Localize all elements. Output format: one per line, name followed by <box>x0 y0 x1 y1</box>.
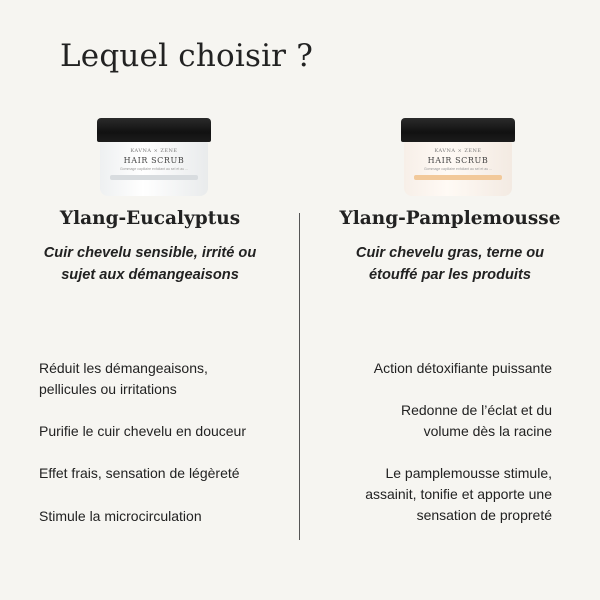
jar-body <box>100 142 208 196</box>
product-jar-image <box>97 118 211 198</box>
page-title: Lequel choisir ? <box>60 38 314 74</box>
benefit-item: Action détoxifiante puissante <box>373 360 552 376</box>
product-column-ylang-pamplemousse <box>300 0 600 600</box>
product-jar-image <box>401 118 515 198</box>
benefit-item: Effet frais, sensation de légèreté <box>39 465 240 481</box>
product-name: Ylang-Pamplemousse <box>339 208 561 229</box>
benefit-item: Le pamplemousse stimule, assainit, tonifie et apporte une sensation de propreté <box>365 465 552 523</box>
benefit-item: Purifie le cuir chevelu en douceur <box>39 423 247 439</box>
jar-small-text: Gommage capillaire exfoliant au sel et au ... <box>119 167 189 171</box>
jar-small-text: Gommage capillaire exfoliant au sel et au ... <box>423 167 493 171</box>
benefit-item: Stimule la microcirculation <box>39 508 202 524</box>
jar-lid <box>401 118 515 142</box>
jar-brand: KAVNA × ZENE <box>434 148 482 154</box>
product-tagline: Cuir chevelu gras, terne ou étouffé par les produits <box>355 245 545 283</box>
jar-label: HAIR SCRUB <box>427 156 489 165</box>
product-tagline: Cuir chevelu sensible, irrité ou sujet aux démangeaisons <box>43 245 257 283</box>
benefit-item: Réduit les démangeaisons, pellicules ou irritations <box>39 360 208 397</box>
jar-label-strip <box>414 175 502 180</box>
jar-body <box>404 142 512 196</box>
jar-label: HAIR SCRUB <box>123 156 185 165</box>
jar-brand: KAVNA × ZENE <box>130 148 178 154</box>
jar-label-strip <box>110 175 198 180</box>
jar-lid <box>97 118 211 142</box>
benefit-item: Redonne de l’éclat et du volume dès la racine <box>401 402 552 439</box>
product-name: Ylang-Eucalyptus <box>59 208 241 229</box>
